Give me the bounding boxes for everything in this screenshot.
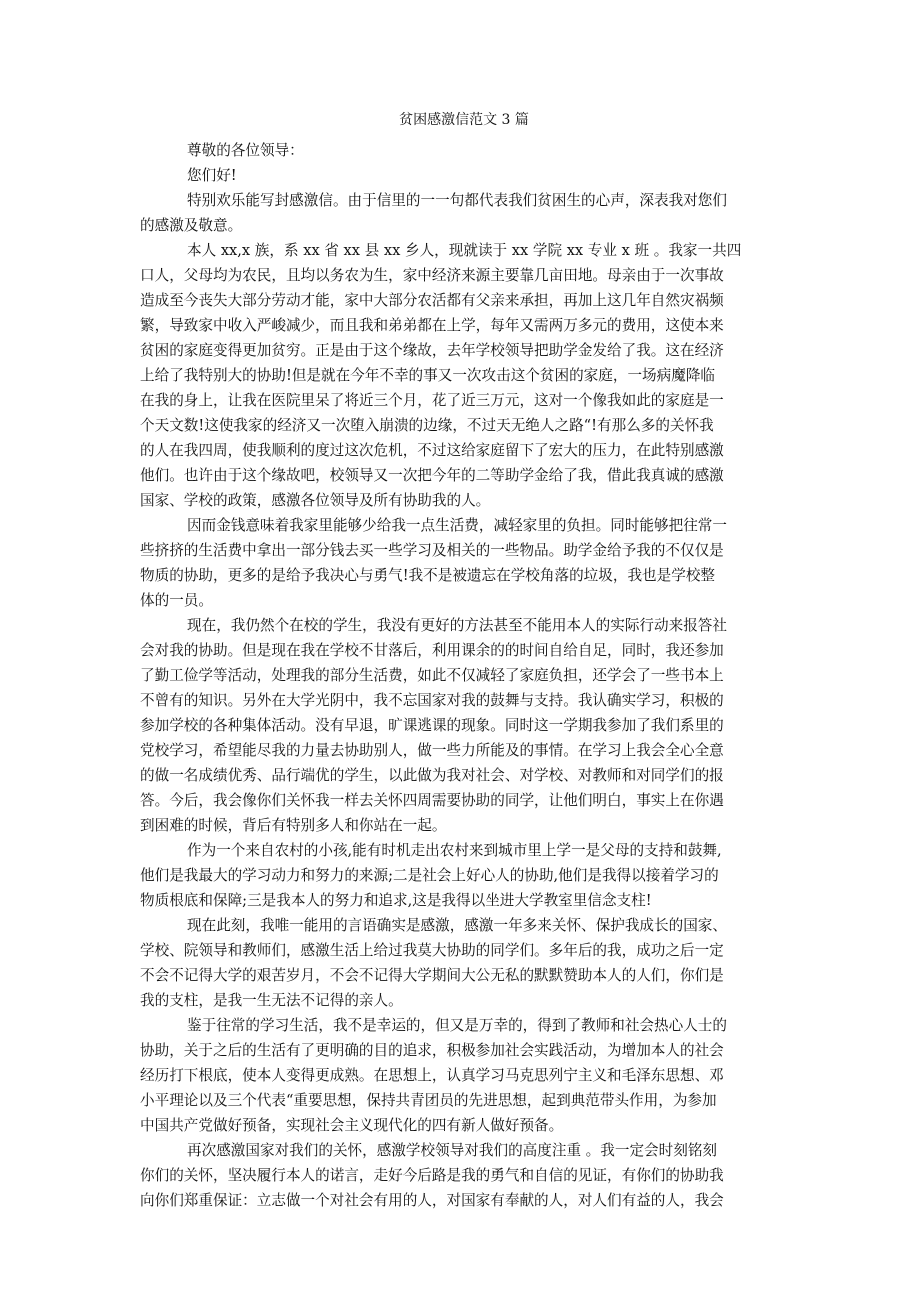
body-paragraph: [140, 513, 788, 613]
paragraph-first-line: 再次感激国家对我们的关怀，感激学校领导对我们的高度注重 。我一定会时刻铭刻: [187, 1142, 718, 1159]
paragraph-line: 向你们郑重保证：立志做一个对社会有用的人，对国家有奉献的人，对人们有益的人，我会: [140, 1192, 724, 1209]
body-paragraph: [140, 1013, 788, 1138]
paragraph-line: 个天文数!这使我家的经济又一次堕入崩溃的边缘，不过天无绝人之路“!有那么多的关怀我: [140, 417, 714, 434]
paragraph-line: 造成至今丧失大部分劳动才能，家中大部分农活都有父亲来承担，再加上这几年自然灾祸频: [140, 292, 724, 309]
paragraph-first-line: 本人 xx,x 族，系 xx 省 xx 县 xx 乡人，现就读于 xx 学院 xx 专业 x 班 。我家一共四: [187, 242, 742, 259]
paragraph-line: 协助，关于之后的生活有了更明确的目的追求，积极参加社会实践活动，为增加本人的社会: [140, 1042, 724, 1059]
salutation-line: 尊敬的各位领导：: [187, 142, 304, 159]
paragraph-line: 小平理论以及三个代表“重要思想，保持共青团员的先进思想，起到典范带头作用，为参加: [140, 1092, 717, 1109]
paragraph-line: 的人在我四周，使我顺利的度过这次危机，不过这给家庭留下了宏大的压力，在此特别感激: [140, 442, 724, 459]
paragraph-first-line: 特别欢乐能写封感激信。由于信里的一一句都代表我们贫困生的心声，深表我对您们: [187, 192, 727, 209]
body-paragraph: [140, 838, 788, 913]
paragraph-line: 党校学习，希望能尽我的力量去协助别人，做一些力所能及的事情。在学习上我会全心全意: [140, 742, 724, 759]
paragraph-line: 繁，导致家中收入严峻减少，而且我和弟弟都在上学，每年又需两万多元的费用，这使本来: [140, 317, 724, 334]
body-paragraph: [140, 238, 788, 513]
document-title: 贫困感激信范文 3 篇: [399, 112, 529, 128]
paragraph-line: 中国共产党做好预备，实现社会主义现代化的四有新人做好预备。: [140, 1117, 564, 1134]
letter-body: [140, 188, 788, 1213]
paragraph-line: 体的一员。: [140, 592, 213, 609]
paragraph-first-line: 鉴于往常的学习生活，我不是幸运的，但又是万幸的，得到了教师和社会热心人士的: [187, 1017, 727, 1034]
paragraph-line: 口人，父母均为农民，且均以务农为生，家中经济来源主要靠几亩田地。母亲由于一次事故: [140, 267, 724, 284]
paragraph-line: 答。今后，我会像你们关怀我一样去关怀四周需要协助的同学，让他们明白，事实上在你遇: [140, 792, 724, 809]
paragraph-first-line: 因而金钱意味着我家里能够少给我一点生活费，减轻家里的负担。同时能够把往常一: [187, 517, 727, 534]
paragraph-line: 到困难的时候，背后有特别多人和你站在一起。: [140, 817, 447, 834]
paragraph-line: 物质的协助，更多的是给予我决心与勇气!我不是被遗忘在学校角落的垃圾，我也是学校整: [140, 567, 716, 584]
letter-page: [140, 110, 788, 1213]
paragraph-first-line: 现在此刻，我唯一能用的言语确实是感激，感激一年多来关怀、保护我成长的国家、: [187, 917, 727, 934]
paragraph-line: 你们的关怀，坚决履行本人的诺言，走好今后路是我的勇气和自信的见证，有你们的协助我: [140, 1167, 724, 1184]
body-paragraph: [140, 613, 788, 838]
body-paragraph: [140, 913, 788, 1013]
paragraph-line: 他们。也许由于这个缘故吧，校领导又一次把今年的二等助学金给了我，借此我真诚的感激: [140, 467, 724, 484]
paragraph-line: 学校、院领导和教师们，感激生活上给过我莫大协助的同学们。多年后的我，成功之后一定: [140, 942, 724, 959]
paragraph-first-line: 作为一个来自农村的小孩,能有时机走出农村来到城市里上学一是父母的支持和鼓舞,: [187, 842, 722, 859]
paragraph-line: 不会不记得大学的艰苦岁月，不会不记得大学期间大公无私的默默赞助本人的人们，你们是: [140, 967, 724, 984]
greeting-line: 您们好!: [187, 167, 237, 184]
body-paragraph: [140, 188, 788, 238]
paragraph-line: 他们是我最大的学习动力和努力的来源;二是社会上好心人的协助,他们是我得以接着学习的: [140, 867, 719, 884]
paragraph-line: 物质根底和保障;三是我本人的努力和追求,这是我得以坐进大学教室里信念支柱!: [140, 892, 652, 909]
paragraph-line: 在我的身上，让我在医院里呆了将近三个月，花了近三万元，这对一个像我如此的家庭是一: [140, 392, 724, 409]
paragraph-line: 贫困的家庭变得更加贫穷。正是由于这个缘故，去年学校领导把助学金发给了我。这在经济: [140, 342, 724, 359]
paragraph-line: 我的支柱，是我一生无法不记得的亲人。: [140, 992, 403, 1009]
paragraph-first-line: 现在，我仍然个在校的学生，我没有更好的方法甚至不能用本人的实际行动来报答社: [187, 617, 727, 634]
paragraph-line: 些挤挤的生活费中拿出一部分钱去买一些学习及相关的一些物品。助学金给予我的不仅仅是: [140, 542, 724, 559]
paragraph-line: 参加学校的各种集体活动。没有早退，旷课逃课的现象。同时这一学期我参加了我们系里的: [140, 717, 724, 734]
paragraph-line: 会对我的协助。但是现在我在学校不甘落后，利用课余的的时间自给自足，同时，我还参加: [140, 642, 724, 659]
paragraph-line: 不曾有的知识。另外在大学光阴中，我不忘国家对我的鼓舞与支持。我认确实学习，积极的: [140, 692, 724, 709]
paragraph-line: 的做一名成绩优秀、品行端优的学生，以此做为我对社会、对学校、对教师和对同学们的报: [140, 767, 724, 784]
paragraph-line: 经历打下根底，使本人变得更成熟。在思想上，认真学习马克思列宁主义和毛泽东思想、邓: [140, 1067, 724, 1084]
paragraph-line: 了勤工俭学等活动，处理我的部分生活费，如此不仅减轻了家庭负担，还学会了一些书本上: [140, 667, 724, 684]
paragraph-line: 的感激及敬意。: [140, 217, 243, 234]
paragraph-line: 上给了我特别大的协助!但是就在今年不幸的事又一次攻击这个贫困的家庭，一场病魔降临: [140, 367, 716, 384]
body-paragraph: [140, 1138, 788, 1213]
paragraph-line: 国家、学校的政策，感激各位领导及所有协助我的人。: [140, 492, 491, 509]
